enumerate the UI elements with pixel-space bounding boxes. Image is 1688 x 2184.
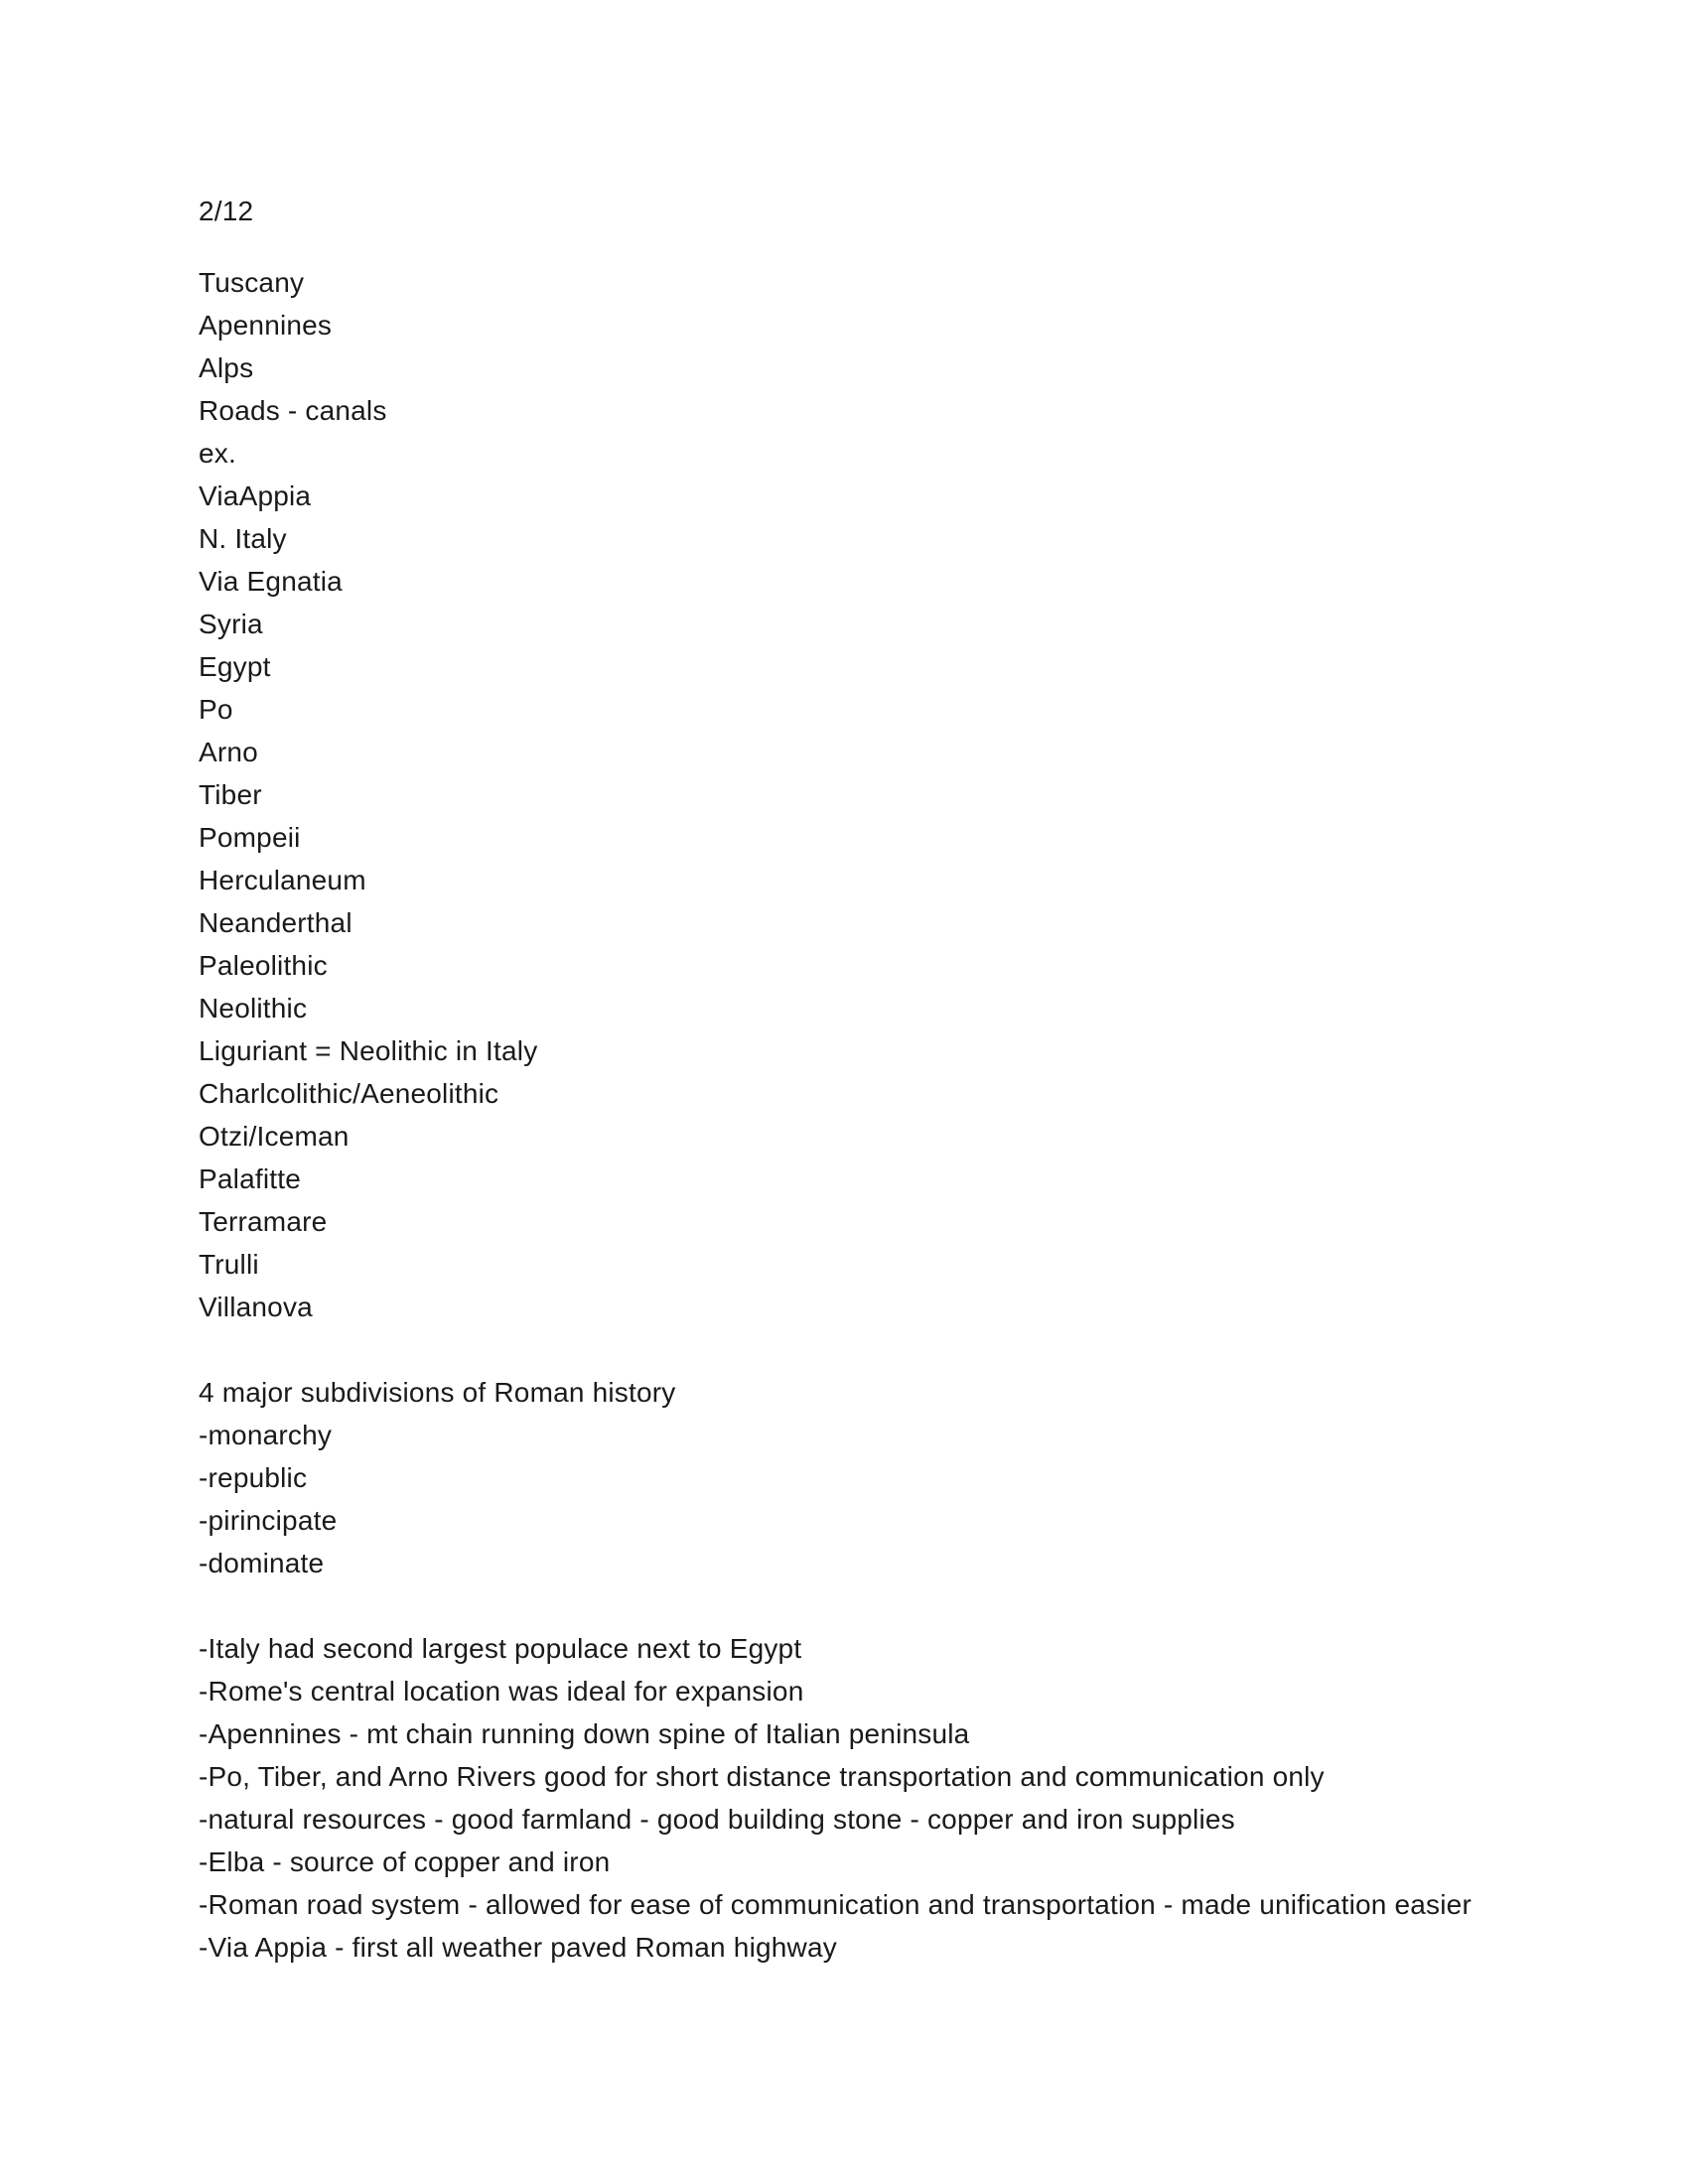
term-line: Trulli <box>199 1249 259 1280</box>
term-line: Po <box>199 694 233 725</box>
term-line: Neolithic <box>199 993 308 1024</box>
term-line: Egypt <box>199 651 271 682</box>
term-line: Arno <box>199 737 258 767</box>
term-line: Neanderthal <box>199 907 352 938</box>
term-line: Charlcolithic/Aeneolithic <box>199 1078 499 1109</box>
note-line: -Roman road system - allowed for ease of communication and transportation - made unification easier <box>199 1889 1472 1920</box>
term-line: N. Italy <box>199 523 287 554</box>
subdivision-item: -republic <box>199 1462 308 1493</box>
note-line: -natural resources - good farmland - good building stone - copper and iron supplies <box>199 1804 1235 1835</box>
term-line: Villanova <box>199 1292 313 1322</box>
blank-line <box>199 1584 1549 1627</box>
term-line: ex. <box>199 438 236 469</box>
term-line: ViaAppia <box>199 480 312 511</box>
note-line: -Via Appia - first all weather paved Roman highway <box>199 1932 837 1963</box>
notes-content <box>199 190 1549 1969</box>
term-line: Pompeii <box>199 822 301 853</box>
term-line: Roads - canals <box>199 395 387 426</box>
subdivisions-title: 4 major subdivisions of Roman history <box>199 1377 676 1408</box>
term-line: Apennines <box>199 310 333 341</box>
term-line: Terramare <box>199 1206 328 1237</box>
term-line: Syria <box>199 609 263 639</box>
subdivision-item: -dominate <box>199 1548 325 1578</box>
date-header: 2/12 <box>199 196 254 226</box>
header-gap <box>199 232 1549 261</box>
term-line: Otzi/Iceman <box>199 1121 350 1152</box>
term-line: Liguriant = Neolithic in Italy <box>199 1035 538 1066</box>
subdivision-item: -pirincipate <box>199 1505 338 1536</box>
blank-line <box>199 1328 1549 1371</box>
term-line: Via Egnatia <box>199 566 343 597</box>
term-line: Herculaneum <box>199 865 366 895</box>
term-line: Alps <box>199 352 254 383</box>
note-line: -Elba - source of copper and iron <box>199 1846 611 1877</box>
term-line: Palafitte <box>199 1163 301 1194</box>
note-line: -Italy had second largest populace next to Egypt <box>199 1633 802 1664</box>
term-line: Tiber <box>199 779 262 810</box>
term-line: Tuscany <box>199 267 305 298</box>
note-line: -Po, Tiber, and Arno Rivers good for short distance transportation and communication only <box>199 1761 1325 1792</box>
note-line: -Apennines - mt chain running down spine of Italian peninsula <box>199 1718 970 1749</box>
subdivision-item: -monarchy <box>199 1420 333 1450</box>
term-line: Paleolithic <box>199 950 328 981</box>
note-line: -Rome's central location was ideal for expansion <box>199 1676 804 1706</box>
